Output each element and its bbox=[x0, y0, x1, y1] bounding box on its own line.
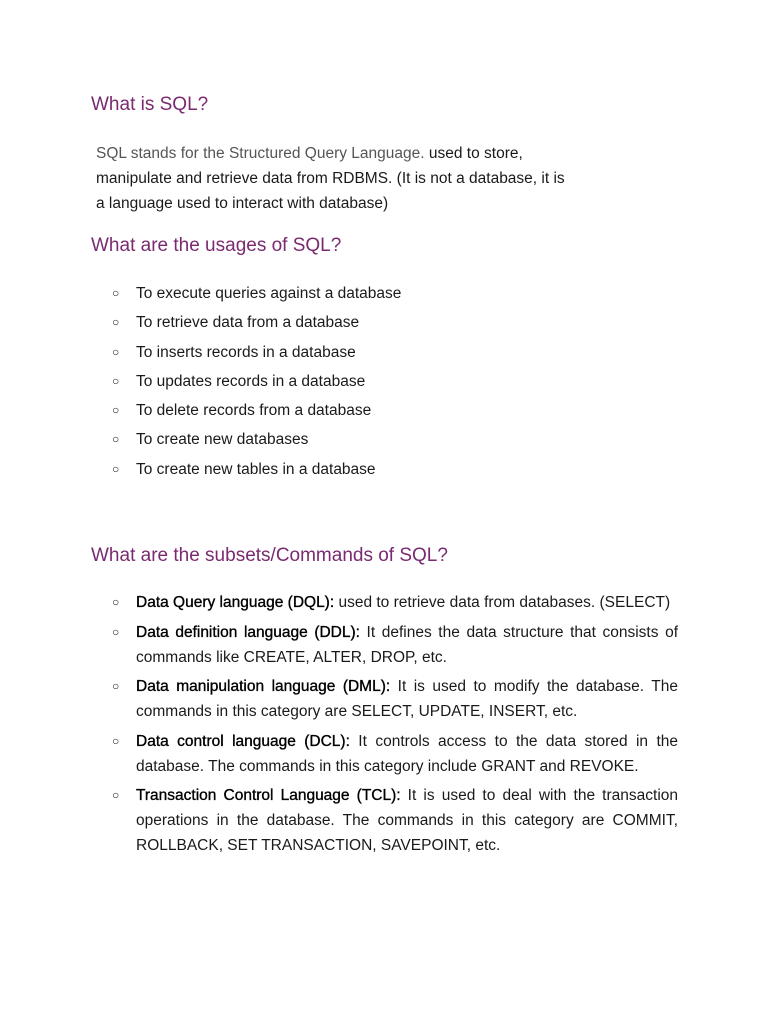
list-item bbox=[112, 590, 678, 615]
command-term: Data definition language (DDL): bbox=[136, 623, 360, 641]
usage-text: To delete records from a database bbox=[136, 402, 372, 420]
intro-definition: SQL stands for the Structured Query Language. bbox=[96, 145, 425, 162]
usage-text: To create new databases bbox=[136, 431, 309, 449]
command-term: Data control language (DCL): bbox=[136, 732, 350, 750]
hollow-circle-bullet-icon: ○ bbox=[112, 733, 120, 748]
list-item bbox=[112, 620, 678, 670]
list-item bbox=[112, 369, 401, 398]
heading-usages-of-sql: What are the usages of SQL? bbox=[91, 235, 342, 256]
list-item bbox=[112, 281, 401, 310]
list-item bbox=[112, 340, 401, 369]
list-item bbox=[112, 398, 401, 427]
command-description: It controls access to the data stored in the database. The commands in this category include GRANT and REVOKE. bbox=[136, 732, 679, 775]
usage-text: To retrieve data from a database bbox=[136, 314, 360, 332]
command-description: It defines the data structure that consists of commands like CREATE, ALTER, DROP, etc. bbox=[136, 623, 679, 666]
hollow-circle-bullet-icon: ○ bbox=[112, 595, 120, 609]
hollow-circle-bullet-icon: ○ bbox=[112, 432, 120, 447]
usage-text: To execute queries against a database bbox=[136, 285, 402, 302]
command-description: It is used to modify the database. The commands in this category are SELECT, UPDATE, INSERT, etc. bbox=[136, 678, 678, 720]
hollow-circle-bullet-icon: ○ bbox=[112, 373, 120, 388]
heading-subsets-commands-of-sql: What are the subsets/Commands of SQL? bbox=[91, 545, 448, 566]
intro-explanation: used to store, manipulate and retrieve data from RDBMS. (It is not a database, it is a language used to interact with database) bbox=[96, 145, 565, 212]
intro-paragraph bbox=[96, 141, 576, 216]
list-item bbox=[112, 729, 678, 779]
list-item bbox=[112, 427, 401, 456]
hollow-circle-bullet-icon: ○ bbox=[112, 286, 120, 300]
hollow-circle-bullet-icon: ○ bbox=[112, 788, 120, 802]
list-item bbox=[112, 310, 401, 339]
hollow-circle-bullet-icon: ○ bbox=[112, 344, 120, 359]
command-description: used to retrieve data from databases. (SELECT) bbox=[334, 594, 671, 611]
list-item bbox=[112, 457, 401, 486]
hollow-circle-bullet-icon: ○ bbox=[112, 315, 120, 330]
hollow-circle-bullet-icon: ○ bbox=[112, 624, 120, 639]
usage-text: To updates records in a database bbox=[136, 372, 366, 390]
list-item bbox=[112, 674, 678, 724]
list-item bbox=[112, 783, 678, 858]
usages-list bbox=[112, 281, 401, 486]
command-term: Data manipulation language (DML): bbox=[136, 678, 391, 695]
usage-text: To create new tables in a database bbox=[136, 460, 376, 478]
heading-what-is-sql: What is SQL? bbox=[91, 94, 209, 115]
command-term: Transaction Control Language (TCL): bbox=[136, 787, 401, 804]
hollow-circle-bullet-icon: ○ bbox=[112, 461, 120, 476]
command-term: Data Query language (DQL): bbox=[136, 594, 335, 611]
hollow-circle-bullet-icon: ○ bbox=[112, 403, 120, 418]
usage-text: To inserts records in a database bbox=[136, 343, 356, 361]
command-description: It is used to deal with the transaction operations in the database. The commands in this category are COMMIT, ROLLBACK, SET TRANSACTION, SAVEPOINT, etc. bbox=[136, 787, 679, 854]
commands-list bbox=[112, 590, 678, 863]
hollow-circle-bullet-icon: ○ bbox=[112, 679, 120, 693]
